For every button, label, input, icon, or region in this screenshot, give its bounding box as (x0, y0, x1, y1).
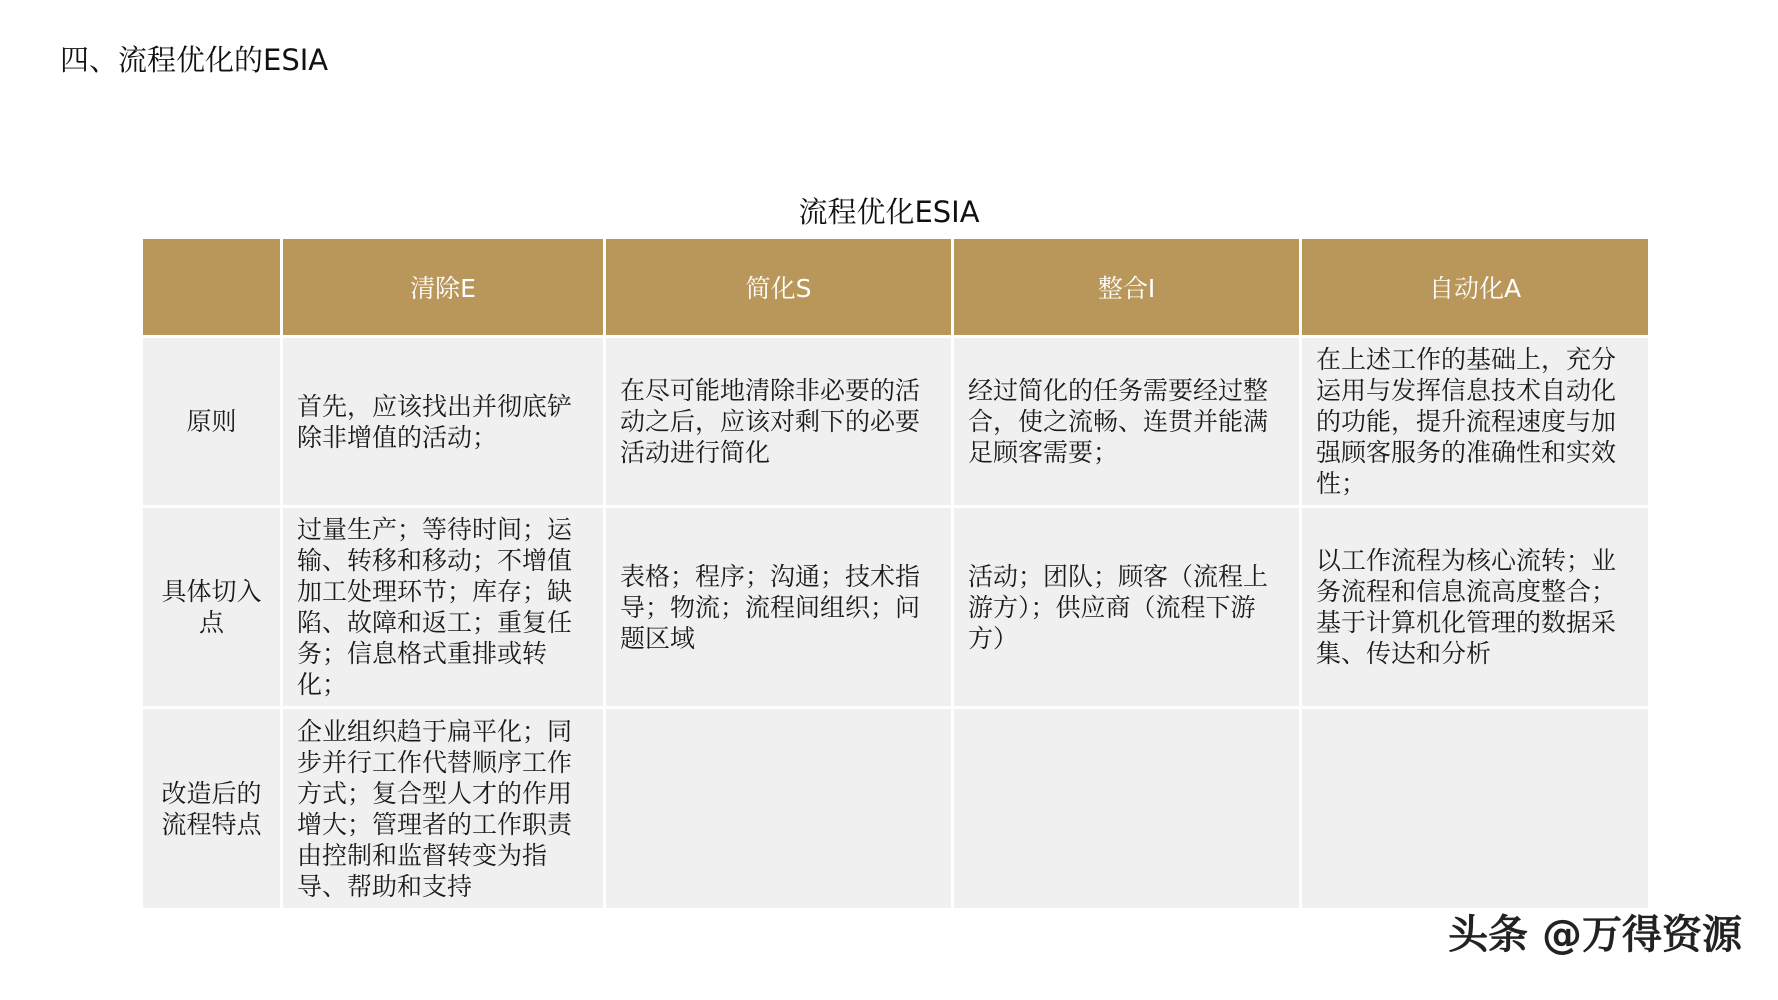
header-cell-integrate: 整合I (953, 238, 1301, 337)
row-label-features (142, 708, 282, 910)
esia-table (140, 236, 1651, 911)
table-cell: 以工作流程为核心流转；业务流程和信息流高度整合；基于计算机化管理的数据采集、传达和分析 (1301, 507, 1650, 708)
header-cell-corner (142, 238, 282, 337)
header-cell-eliminate: 清除E (282, 238, 605, 337)
row-label-entry-points (142, 507, 282, 708)
table-header-row (142, 238, 1650, 337)
table-row (142, 337, 1650, 507)
table-caption: 流程优化ESIA (798, 195, 980, 229)
watermark: 头条 @万得资源 (1448, 912, 1742, 958)
table-cell: 企业组织趋于扁平化；同步并行工作代替顺序工作方式；复合型人才的作用增大；管理者的工作职责由控制和监督转变为指导、帮助和支持 (282, 708, 605, 910)
table-cell: 过量生产；等待时间；运输、转移和移动；不增值加工处理环节；库存；缺陷、故障和返工；重复任务；信息格式重排或转化； (282, 507, 605, 708)
header-cell-automate: 自动化A (1301, 238, 1650, 337)
table-cell: 在上述工作的基础上，充分运用与发挥信息技术自动化的功能，提升流程速度与加强顾客服务的准确性和实效性； (1301, 337, 1650, 507)
table-cell: 活动；团队；顾客（流程上游方）；供应商（流程下游方） (953, 507, 1301, 708)
row-label-text: 原则 (186, 407, 237, 436)
slide-title: 四、流程优化的ESIA (60, 43, 329, 77)
row-label-principle (142, 337, 282, 507)
table-cell: 首先，应该找出并彻底铲除非增值的活动； (282, 337, 605, 507)
table-row (142, 507, 1650, 708)
row-label-text: 改造后的流程特点 (161, 778, 262, 839)
table-cell (605, 708, 953, 910)
table-cell: 表格；程序；沟通；技术指导；物流；流程间组织；问题区域 (605, 507, 953, 708)
header-cell-simplify: 简化S (605, 238, 953, 337)
table-cell (1301, 708, 1650, 910)
table-cell (953, 708, 1301, 910)
table-row (142, 708, 1650, 910)
table-cell: 在尽可能地清除非必要的活动之后，应该对剩下的必要活动进行简化 (605, 337, 953, 507)
table-cell: 经过简化的任务需要经过整合，使之流畅、连贯并能满足顾客需要； (953, 337, 1301, 507)
row-label-text: 具体切入点 (161, 577, 262, 637)
